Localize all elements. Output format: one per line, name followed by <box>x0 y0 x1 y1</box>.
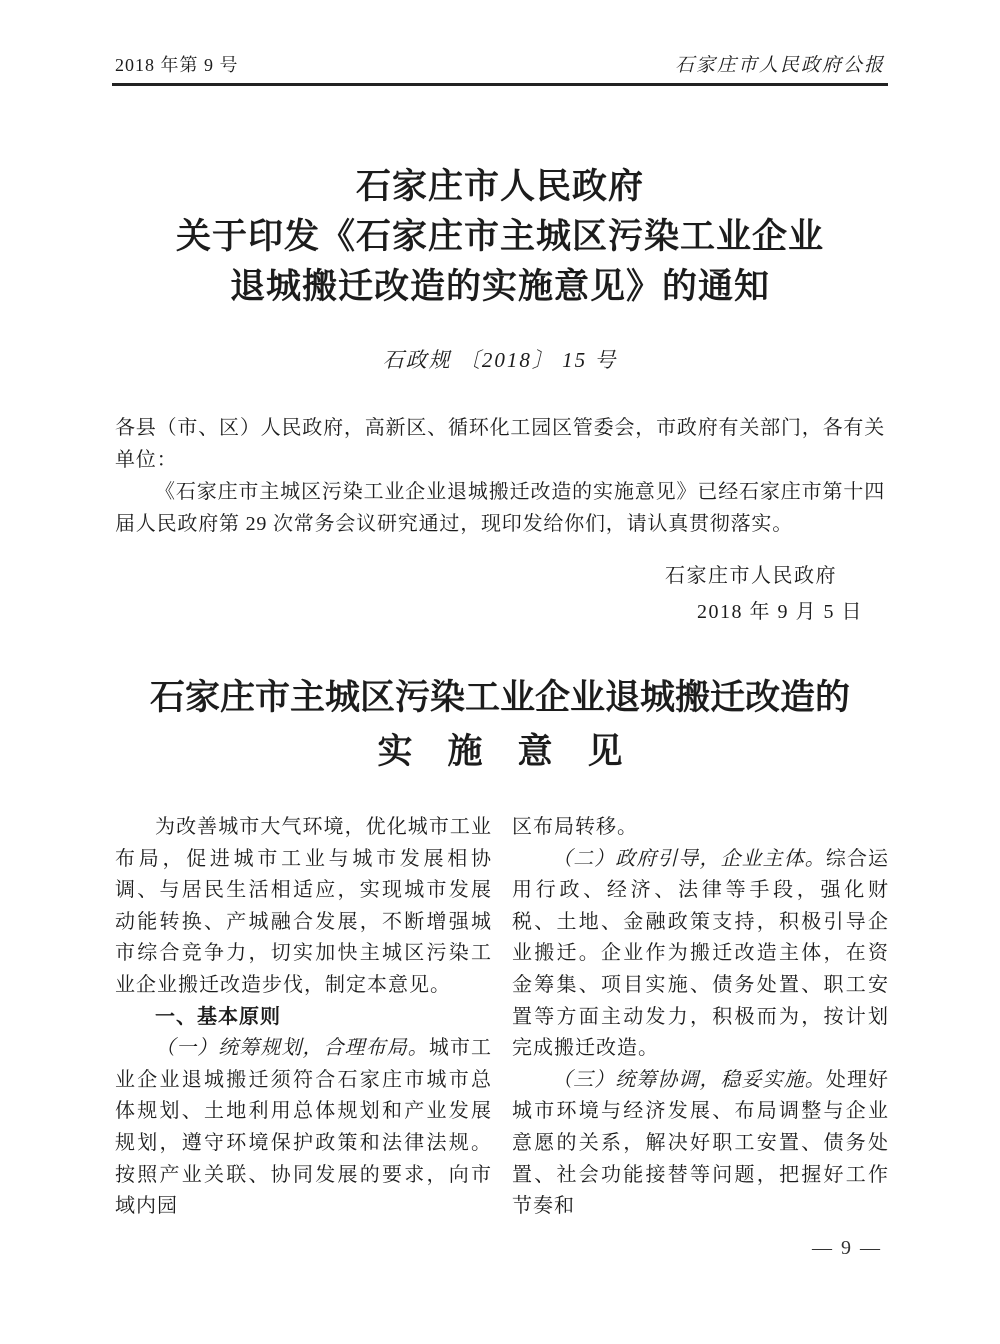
opinion-title <box>0 676 1000 774</box>
notice-title-line-2: 关于印发《石家庄市主城区污染工业企业 <box>175 217 824 256</box>
notice-body-paragraph: 《石家庄市主城区污染工业企业退城搬迁改造的实施意见》已经石家庄市第十四届人民政府第 29 次常务会议研究通过，现印发给你们，请认真贯彻落实。 <box>115 481 885 535</box>
two-column-body <box>115 812 889 1223</box>
issue-label: 2018 年第 9 号 <box>115 55 239 75</box>
opinion-title-line-2: 实 施 意 见 <box>377 732 623 771</box>
salutation-paragraph: 各县（市、区）人民政府，高新区、循环化工园区管委会，市政府有关部门，各有关单位： <box>115 417 885 471</box>
notice-title-line-3: 退城搬迁改造的实施意见》的通知 <box>229 267 770 306</box>
continuation-paragraph: 区布局转移。 <box>512 816 638 838</box>
notice-section <box>0 162 1000 630</box>
item-paragraph-1 <box>115 1033 492 1223</box>
opinion-title-line-1: 石家庄市主城区污染工业企业退城搬迁改造的 <box>149 678 850 717</box>
item-3-lead: （三）统筹协调，稳妥实施。 <box>552 1068 826 1091</box>
masthead <box>115 50 885 77</box>
item-3-text: 处理好城市环境与经济发展、布局调整与企业意愿的关系，解决好职工安置、债务处置、社会功能接替等问题，把握好工作节奏和 <box>512 1068 890 1218</box>
left-column <box>115 812 492 1223</box>
signature-block <box>0 558 863 630</box>
item-2-lead: （二）政府引导，企业主体。 <box>552 847 826 870</box>
right-column <box>512 812 889 1223</box>
item-1-lead: （一）统筹规划，合理布局。 <box>155 1037 429 1060</box>
sign-date: 2018 年 9 月 5 日 <box>697 601 863 623</box>
notice-title-line-1: 石家庄市人民政府 <box>355 167 644 206</box>
masthead-rule <box>112 83 888 86</box>
opinion-section <box>0 676 1000 1223</box>
item-paragraph-2 <box>512 844 889 1065</box>
item-1-text: 城市工业企业退城搬迁须符合石家庄市城市总体规划、土地利用总体规划和产业发展规划，遵守环境保护政策和法律法规。按照产业关联、协同发展的要求，向市域内园 <box>115 1037 493 1218</box>
notice-title <box>0 162 1000 312</box>
notice-body <box>115 412 885 540</box>
gazette-title: 石家庄市人民政府公报 <box>674 55 885 76</box>
page-number: — 9 — <box>812 1236 882 1259</box>
item-2-text: 综合运用行政、经济、法律等手段，强化财税、土地、金融政策支持，积极引导企业搬迁。企业作为搬迁改造主体，在资金筹集、项目实施、债务处置、职工安置等方面主动发力，积极而为，按计划完成搬迁改造。 <box>512 847 890 1060</box>
item-paragraph-3 <box>512 1065 889 1223</box>
section-heading-basic-principles: 一、基本原则 <box>155 1005 281 1028</box>
document-number: 石政规 〔2018〕 15 号 <box>382 348 618 372</box>
gazette-page <box>0 50 1000 1344</box>
intro-paragraph: 为改善城市大气环境，优化城市工业布局，促进城市工业与城市发展相协调、与居民生活相适应，实现城市发展动能转换、产城融合发展，不断增强城市综合竞争力，切实加快主城区污染工业企业搬迁改造步伐，制定本意见。 <box>115 816 492 996</box>
signer-name: 石家庄市人民政府 <box>665 565 837 587</box>
